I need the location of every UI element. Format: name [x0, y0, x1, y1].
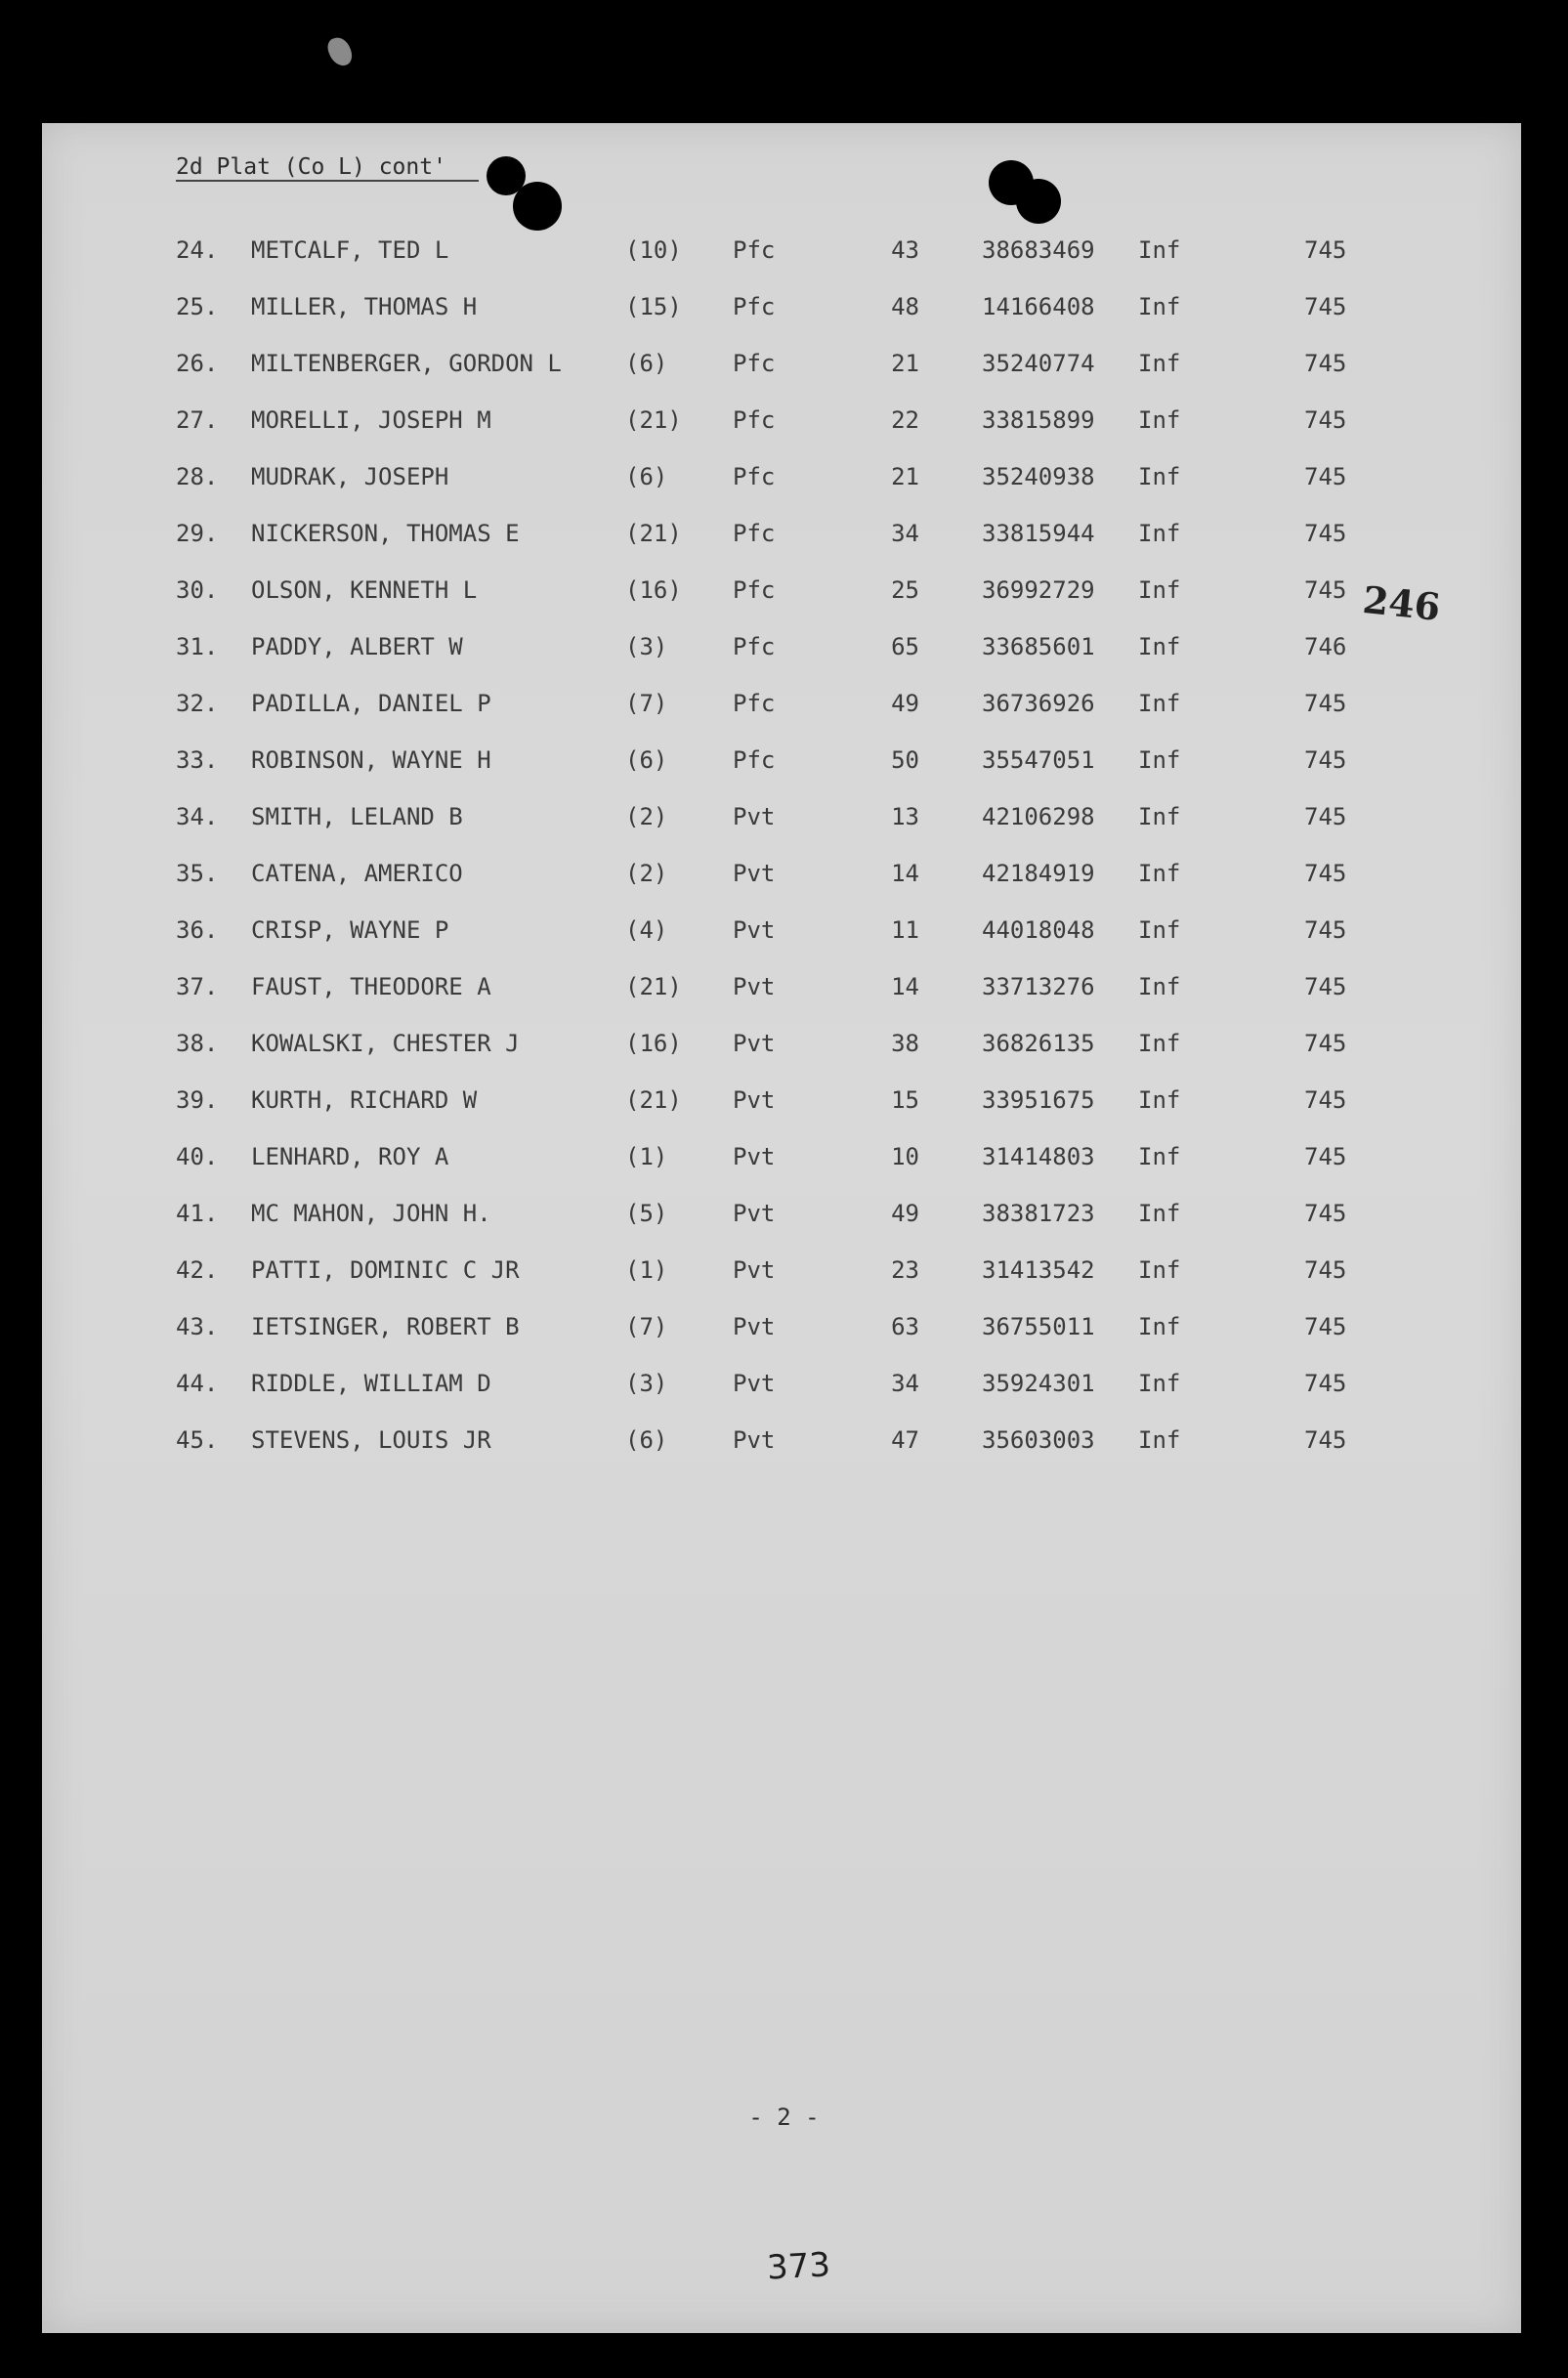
soldier-name: PATTI, DOMINIC C JR [251, 1256, 520, 1284]
code-number: 63 [891, 1313, 919, 1340]
serial-number: 44018048 [982, 916, 1095, 944]
soldier-name: MILLER, THOMAS H [251, 293, 478, 320]
unit-code: 745 [1304, 1030, 1347, 1057]
roster-row [0, 514, 1568, 553]
branch: Inf [1138, 406, 1181, 434]
soldier-name: MORELLI, JOSEPH M [251, 406, 491, 434]
unit-code: 745 [1304, 350, 1347, 377]
rank: Pfc [733, 690, 776, 717]
serial-number: 36826135 [982, 1030, 1095, 1057]
rank: Pvt [733, 1426, 776, 1454]
code-number: 47 [891, 1426, 919, 1454]
code-number: 50 [891, 746, 919, 774]
roster-row [0, 571, 1568, 610]
group-code: (16) [625, 1030, 682, 1057]
serial-number: 35240774 [982, 350, 1095, 377]
branch: Inf [1138, 1030, 1181, 1057]
rank: Pvt [733, 1086, 776, 1114]
serial-number: 35547051 [982, 746, 1095, 774]
serial-number: 33815944 [982, 520, 1095, 547]
branch: Inf [1138, 1313, 1181, 1340]
unit-code: 745 [1304, 803, 1347, 830]
rank: Pvt [733, 860, 776, 887]
archive-number: 373 [765, 2245, 831, 2288]
code-number: 65 [891, 633, 919, 660]
group-code: (6) [625, 1426, 668, 1454]
code-number: 21 [891, 350, 919, 377]
rank: Pfc [733, 520, 776, 547]
row-number: 44. [176, 1370, 219, 1397]
group-code: (10) [625, 236, 682, 264]
rank: Pfc [733, 236, 776, 264]
row-number: 42. [176, 1256, 219, 1284]
rank: Pfc [733, 463, 776, 490]
soldier-name: METCALF, TED L [251, 236, 449, 264]
code-number: 34 [891, 1370, 919, 1397]
serial-number: 33951675 [982, 1086, 1095, 1114]
code-number: 15 [891, 1086, 919, 1114]
rank: Pvt [733, 1143, 776, 1170]
serial-number: 31413542 [982, 1256, 1095, 1284]
row-number: 35. [176, 860, 219, 887]
roster-row [0, 1137, 1568, 1176]
group-code: (3) [625, 633, 668, 660]
code-number: 11 [891, 916, 919, 944]
soldier-name: PADDY, ALBERT W [251, 633, 463, 660]
branch: Inf [1138, 633, 1181, 660]
code-number: 49 [891, 690, 919, 717]
unit-code: 745 [1304, 406, 1347, 434]
unit-code: 745 [1304, 1200, 1347, 1227]
rank: Pvt [733, 1030, 776, 1057]
unit-code: 745 [1304, 236, 1347, 264]
code-number: 48 [891, 293, 919, 320]
soldier-name: CRISP, WAYNE P [251, 916, 449, 944]
row-number: 43. [176, 1313, 219, 1340]
roster-row [0, 967, 1568, 1006]
code-number: 21 [891, 463, 919, 490]
soldier-name: ROBINSON, WAYNE H [251, 746, 491, 774]
rank: Pfc [733, 746, 776, 774]
header-underline [176, 180, 479, 182]
row-number: 36. [176, 916, 219, 944]
unit-code: 745 [1304, 1313, 1347, 1340]
unit-code: 745 [1304, 463, 1347, 490]
roster-row [0, 627, 1568, 666]
rank: Pvt [733, 803, 776, 830]
group-code: (1) [625, 1143, 668, 1170]
branch: Inf [1138, 350, 1181, 377]
soldier-name: RIDDLE, WILLIAM D [251, 1370, 491, 1397]
row-number: 39. [176, 1086, 219, 1114]
unit-code: 745 [1304, 860, 1347, 887]
page-header: 2d Plat (Co L) cont' [176, 154, 446, 180]
branch: Inf [1138, 293, 1181, 320]
unit-code: 745 [1304, 1370, 1347, 1397]
row-number: 24. [176, 236, 219, 264]
branch: Inf [1138, 973, 1181, 1000]
branch: Inf [1138, 1086, 1181, 1114]
row-number: 27. [176, 406, 219, 434]
unit-code: 745 [1304, 576, 1347, 604]
roster-row [0, 401, 1568, 440]
rank: Pfc [733, 406, 776, 434]
serial-number: 35924301 [982, 1370, 1095, 1397]
row-number: 26. [176, 350, 219, 377]
group-code: (4) [625, 916, 668, 944]
row-number: 41. [176, 1200, 219, 1227]
branch: Inf [1138, 1370, 1181, 1397]
group-code: (6) [625, 350, 668, 377]
unit-code: 745 [1304, 1426, 1347, 1454]
margin-annotation: 246 [1360, 576, 1443, 630]
rank: Pfc [733, 350, 776, 377]
row-number: 25. [176, 293, 219, 320]
soldier-name: KURTH, RICHARD W [251, 1086, 478, 1114]
rank: Pvt [733, 916, 776, 944]
code-number: 10 [891, 1143, 919, 1170]
unit-code: 745 [1304, 916, 1347, 944]
code-number: 25 [891, 576, 919, 604]
punch-hole-right-b [1016, 179, 1061, 224]
row-number: 29. [176, 520, 219, 547]
roster-row [0, 741, 1568, 780]
page-number: - 2 - [748, 2103, 820, 2131]
branch: Inf [1138, 1143, 1181, 1170]
roster-row [0, 231, 1568, 270]
rank: Pfc [733, 293, 776, 320]
group-code: (2) [625, 860, 668, 887]
rank: Pvt [733, 1370, 776, 1397]
group-code: (15) [625, 293, 682, 320]
branch: Inf [1138, 916, 1181, 944]
soldier-name: MILTENBERGER, GORDON L [251, 350, 562, 377]
row-number: 32. [176, 690, 219, 717]
code-number: 49 [891, 1200, 919, 1227]
group-code: (5) [625, 1200, 668, 1227]
serial-number: 36736926 [982, 690, 1095, 717]
branch: Inf [1138, 236, 1181, 264]
serial-number: 31414803 [982, 1143, 1095, 1170]
roster-row [0, 1364, 1568, 1403]
serial-number: 36755011 [982, 1313, 1095, 1340]
unit-code: 745 [1304, 1086, 1347, 1114]
soldier-name: LENHARD, ROY A [251, 1143, 449, 1170]
code-number: 23 [891, 1256, 919, 1284]
row-number: 30. [176, 576, 219, 604]
group-code: (16) [625, 576, 682, 604]
rank: Pvt [733, 1200, 776, 1227]
group-code: (6) [625, 746, 668, 774]
branch: Inf [1138, 463, 1181, 490]
soldier-name: KOWALSKI, CHESTER J [251, 1030, 520, 1057]
branch: Inf [1138, 1426, 1181, 1454]
unit-code: 745 [1304, 1256, 1347, 1284]
branch: Inf [1138, 520, 1181, 547]
code-number: 22 [891, 406, 919, 434]
soldier-name: STEVENS, LOUIS JR [251, 1426, 491, 1454]
roster-row [0, 797, 1568, 836]
row-number: 40. [176, 1143, 219, 1170]
serial-number: 42106298 [982, 803, 1095, 830]
group-code: (21) [625, 406, 682, 434]
unit-code: 745 [1304, 746, 1347, 774]
rank: Pvt [733, 1313, 776, 1340]
code-number: 43 [891, 236, 919, 264]
group-code: (6) [625, 463, 668, 490]
group-code: (1) [625, 1256, 668, 1284]
ink-blot [325, 34, 356, 69]
roster-row [0, 1194, 1568, 1233]
soldier-name: MUDRAK, JOSEPH [251, 463, 449, 490]
unit-code: 746 [1304, 633, 1347, 660]
serial-number: 35603003 [982, 1426, 1095, 1454]
serial-number: 33713276 [982, 973, 1095, 1000]
group-code: (7) [625, 690, 668, 717]
roster-row [0, 1421, 1568, 1460]
branch: Inf [1138, 803, 1181, 830]
punch-hole-left-b [513, 182, 562, 231]
soldier-name: PADILLA, DANIEL P [251, 690, 491, 717]
code-number: 14 [891, 973, 919, 1000]
soldier-name: MC MAHON, JOHN H. [251, 1200, 491, 1227]
roster-row [0, 684, 1568, 723]
rank: Pfc [733, 576, 776, 604]
code-number: 38 [891, 1030, 919, 1057]
soldier-name: NICKERSON, THOMAS E [251, 520, 520, 547]
unit-code: 745 [1304, 690, 1347, 717]
roster-row [0, 287, 1568, 326]
group-code: (2) [625, 803, 668, 830]
row-number: 45. [176, 1426, 219, 1454]
serial-number: 38381723 [982, 1200, 1095, 1227]
group-code: (21) [625, 520, 682, 547]
roster-row [0, 1024, 1568, 1063]
roster-row [0, 1307, 1568, 1346]
rank: Pvt [733, 1256, 776, 1284]
serial-number: 33815899 [982, 406, 1095, 434]
roster-row [0, 854, 1568, 893]
row-number: 33. [176, 746, 219, 774]
soldier-name: IETSINGER, ROBERT B [251, 1313, 520, 1340]
code-number: 14 [891, 860, 919, 887]
serial-number: 38683469 [982, 236, 1095, 264]
code-number: 34 [891, 520, 919, 547]
unit-code: 745 [1304, 973, 1347, 1000]
rank: Pvt [733, 973, 776, 1000]
group-code: (21) [625, 973, 682, 1000]
serial-number: 35240938 [982, 463, 1095, 490]
roster-row [0, 911, 1568, 950]
roster-row [0, 344, 1568, 383]
roster-row [0, 457, 1568, 496]
unit-code: 745 [1304, 520, 1347, 547]
soldier-name: OLSON, KENNETH L [251, 576, 478, 604]
rank: Pfc [733, 633, 776, 660]
roster-row [0, 1251, 1568, 1290]
branch: Inf [1138, 576, 1181, 604]
group-code: (3) [625, 1370, 668, 1397]
roster-row [0, 1081, 1568, 1120]
serial-number: 33685601 [982, 633, 1095, 660]
serial-number: 14166408 [982, 293, 1095, 320]
serial-number: 42184919 [982, 860, 1095, 887]
branch: Inf [1138, 690, 1181, 717]
soldier-name: SMITH, LELAND B [251, 803, 463, 830]
code-number: 13 [891, 803, 919, 830]
branch: Inf [1138, 1200, 1181, 1227]
row-number: 31. [176, 633, 219, 660]
branch: Inf [1138, 860, 1181, 887]
row-number: 34. [176, 803, 219, 830]
branch: Inf [1138, 1256, 1181, 1284]
serial-number: 36992729 [982, 576, 1095, 604]
row-number: 38. [176, 1030, 219, 1057]
soldier-name: FAUST, THEODORE A [251, 973, 491, 1000]
unit-code: 745 [1304, 1143, 1347, 1170]
group-code: (21) [625, 1086, 682, 1114]
unit-code: 745 [1304, 293, 1347, 320]
soldier-name: CATENA, AMERICO [251, 860, 463, 887]
branch: Inf [1138, 746, 1181, 774]
row-number: 37. [176, 973, 219, 1000]
row-number: 28. [176, 463, 219, 490]
group-code: (7) [625, 1313, 668, 1340]
